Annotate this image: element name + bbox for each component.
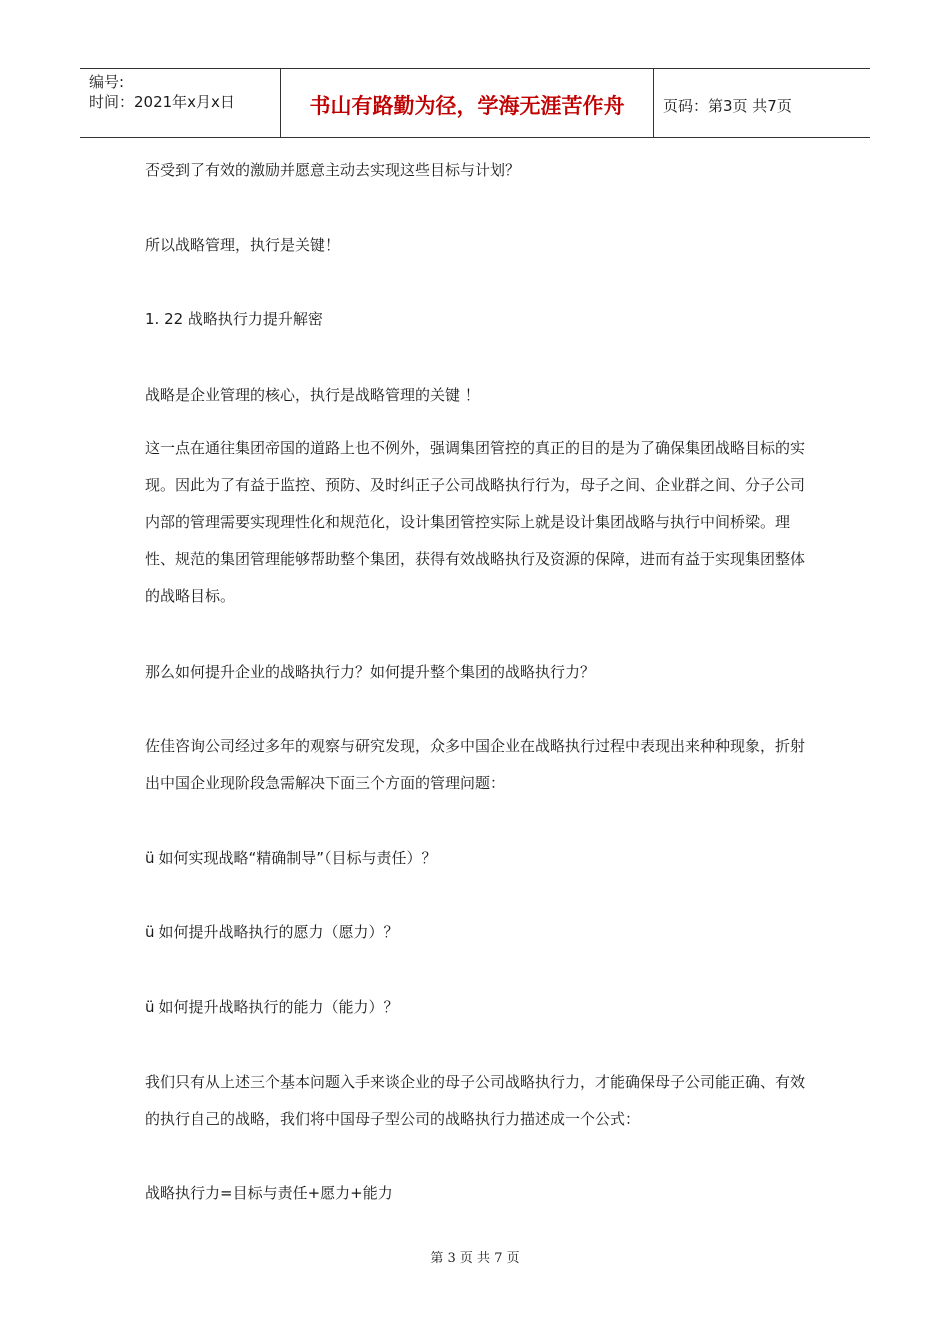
bullet-text: 如何实现战略“精确制导”（目标与责任）？ bbox=[158, 849, 437, 867]
paragraph-5: 那么如何提升企业的战略执行力？如何提升整个集团的战略执行力？ bbox=[145, 663, 596, 681]
time-label: 时间：2021年x月x日 bbox=[89, 93, 235, 111]
number-label: 编号: bbox=[89, 73, 125, 91]
bullet-item bbox=[145, 840, 815, 877]
bullet-text: 如何提升战略执行的能力（能力）？ bbox=[158, 998, 399, 1016]
paragraph-2: 所以战略管理，执行是关键！ bbox=[145, 236, 341, 254]
document-header bbox=[80, 68, 870, 138]
header-motto: 书山有路勤为径，学海无涯苦作舟 bbox=[281, 69, 654, 137]
header-meta-cell bbox=[80, 69, 281, 137]
bullet-item bbox=[145, 914, 815, 951]
paragraph-6: 佐佳咨询公司经过多年的观察与研究发现，众多中国企业在战略执行过程中表现出来种种现象，折射出中国企业现阶段急需解决下面三个方面的管理问题： bbox=[145, 737, 806, 792]
header-page-label: 页码：第3页 共7页 bbox=[663, 96, 792, 115]
paragraph-4: 这一点在通往集团帝国的道路上也不例外，强调集团管控的真正的目的是为了确保集团战略目标的实现。因此为了有益于监控、预防、及时纠正子公司战略执行行为，母子之间、企业群之间、分子公司内部的管理需要实现理性化和规范化，设计集团管控实际上就是设计集团战略与执行中间桥梁。理性、规范的集团管理能够帮助整个集团，获得有效战略执行及资源的保障，进而有益于实现集团整体的战略目标。 bbox=[145, 439, 806, 605]
section-heading: 1. 22 战略执行力提升解密 bbox=[145, 310, 323, 328]
bullet-item bbox=[145, 989, 815, 1026]
paragraph-7: 我们只有从上述三个基本问题入手来谈企业的母子公司战略执行力，才能确保母子公司能正确、有效的执行自己的战略，我们将中国母子型公司的战略执行力描述成一个公式： bbox=[145, 1073, 806, 1128]
paragraph-1: 否受到了有效的激励并愿意主动去实现这些目标与计划？ bbox=[145, 161, 521, 179]
formula-line: 战略执行力=目标与责任+愿力+能力 bbox=[145, 1184, 393, 1202]
bullet-mark: ü bbox=[145, 849, 155, 867]
bullet-mark: ü bbox=[145, 923, 155, 941]
paragraph-3: 战略是企业管理的核心，执行是战略管理的关键 ！ bbox=[145, 386, 480, 404]
bullet-text: 如何提升战略执行的愿力（愿力）？ bbox=[158, 923, 399, 941]
bullet-mark: ü bbox=[145, 998, 155, 1016]
page-footer: 第 3 页 共 7 页 bbox=[430, 1251, 520, 1266]
